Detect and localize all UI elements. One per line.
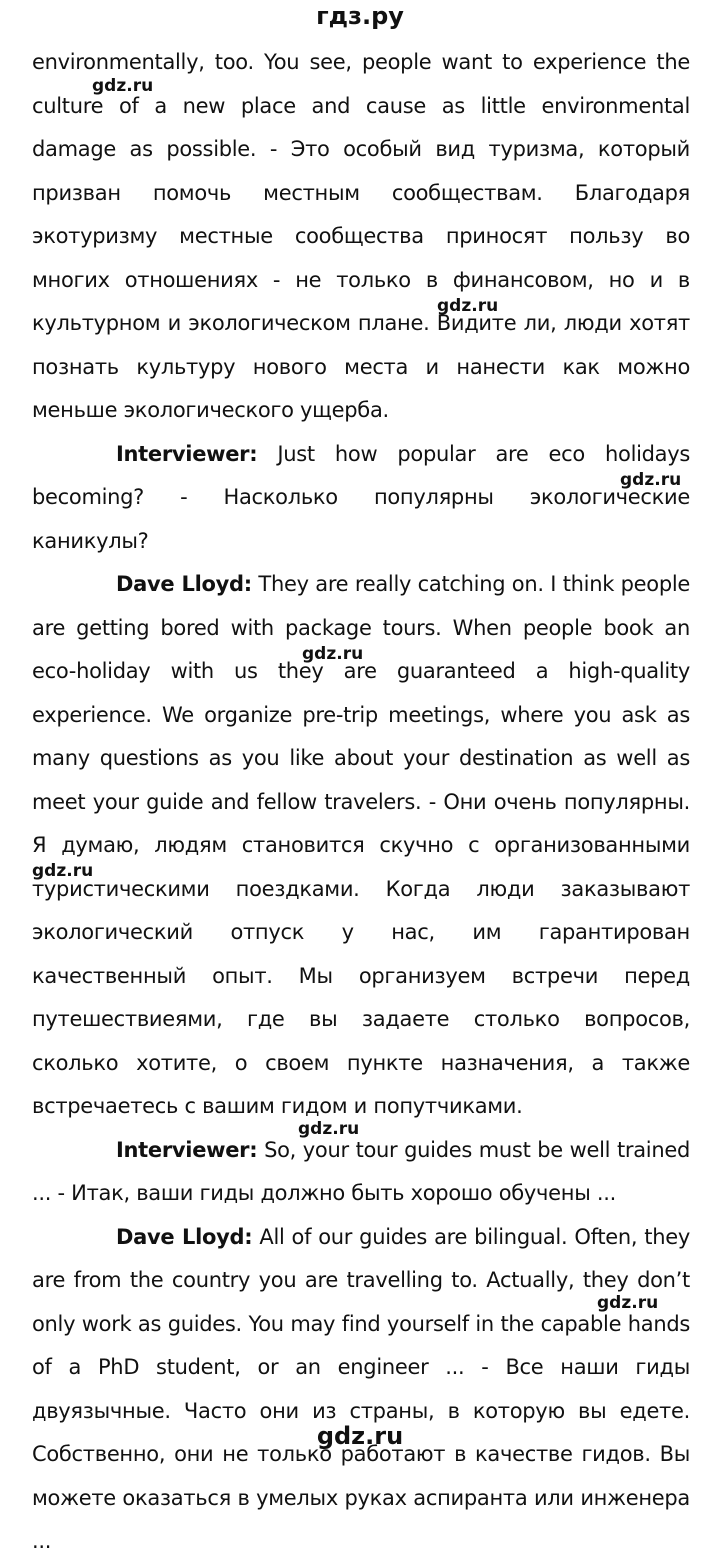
paragraph-text: All of our guides are bilingual. Often, they are from the country you are travelling to. Actually, they don’t only work as guides. You may find yourself in the capable hands of a PhD student, or an engineer ... - Все наши гиды двуязычные. Часто они из страны, в которую вы едете. Собственно, они не только работают в качестве гидов. Вы можете оказаться в умелых руках аспиранта или инженера ... (32, 1224, 691, 1553)
paragraph-text: So, your tour guides must be well trained ... - Итак, ваши гиды должно быть хорошо обучены ... (32, 1137, 690, 1205)
document-body (32, 41, 690, 1564)
paragraph-text: Just how popular are eco holidays becoming? - Насколько популярны экологические каникулы? (32, 441, 690, 553)
watermark: gdz.ru (32, 861, 94, 881)
speaker-label: Interviewer: (116, 441, 258, 466)
watermark: gdz.ru (302, 644, 364, 664)
speaker-label: Interviewer: (116, 1137, 258, 1162)
watermark: gdz.ru (92, 76, 154, 96)
site-header: гдз.ру (316, 2, 404, 30)
paragraph (32, 41, 690, 433)
watermark: gdz.ru (298, 1119, 360, 1139)
paragraph (32, 433, 690, 564)
watermark: gdz.ru (437, 296, 499, 316)
speaker-label: Dave Lloyd: (116, 1224, 253, 1249)
site-footer: gdz.ru (316, 1422, 404, 1450)
watermark: gdz.ru (597, 1293, 659, 1313)
speaker-label: Dave Lloyd: (116, 572, 252, 596)
paragraph-text: environmentally, too. You see, people want to experience the culture of a new place and cause as little environmental damage as possible. - Это особый вид туризма, который призван помочь местным сообществам. Благодаря экотуризму местные сообщества приносят пользу во многих отношениях - не только в финансовом, но и в культурном и экологическом плане. Видите ли, люди хотят познать культуру нового места и нанести как можно меньше экологического ущерба. (32, 50, 690, 422)
paragraph-text: They are really catching on. I think people are getting bored with package tours. When people book an eco-holiday with us they are guaranteed a high-quality experience. We organize pre-trip meetings, where you ask as many questions as you like about your destination as well as meet your guide and fellow travelers. - Они очень популярны. Я думаю, людям становится скучно с организованными туристическими поездками. Когда люди заказывают экологический отпуск у нас, им гарантирован качественный опыт. Мы организуем встречи перед путешествиеями, где вы задаете столько вопросов, сколько хотите, о своем пункте назначения, а также встречаетесь с вашим гидом и попутчиками. (32, 572, 691, 1118)
watermark: gdz.ru (620, 470, 682, 490)
paragraph (32, 1216, 690, 1564)
paragraph (32, 1129, 690, 1216)
